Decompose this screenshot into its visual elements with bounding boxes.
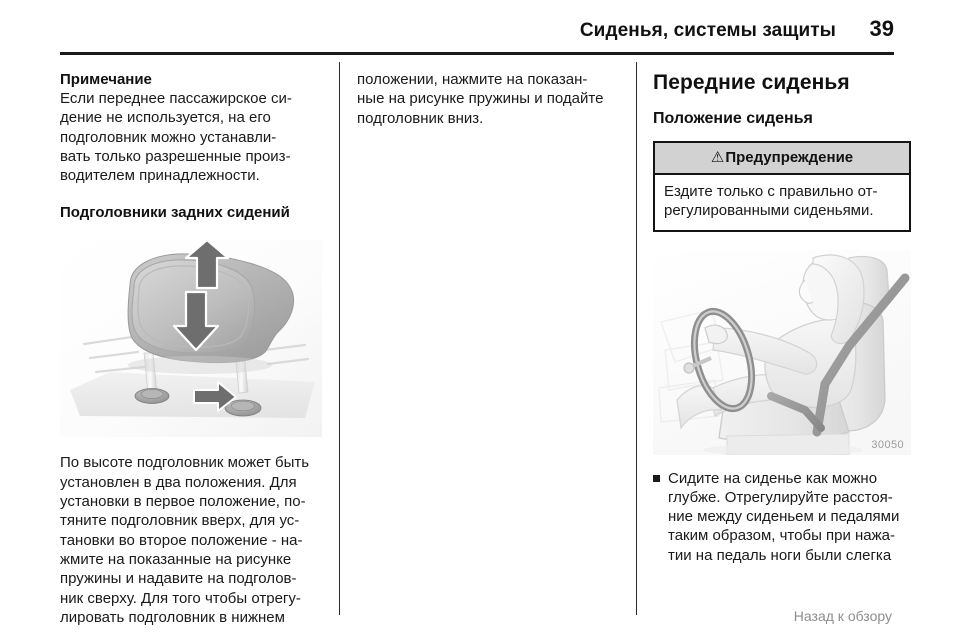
note-paragraph: Если переднее пассажирское си- дение не используется, на его подголовник можно устанавли- вать только разрешенные произ- водителем принадлежности.	[60, 90, 292, 185]
warning-box	[653, 141, 911, 232]
warning-body: Ездите только с правильно от- регулированными сиденьями.	[655, 175, 909, 230]
bullet-item-text: Сидите на сиденье как можно глубже. Отрегулируйте расстоя- ние между сиденьем и педалями таким образом, чтобы при нажа- тии на педаль ноги были слегка	[668, 469, 900, 564]
page-number: 39	[869, 16, 894, 41]
column-3	[653, 70, 915, 565]
rear-headrest-illustration	[60, 240, 322, 437]
header-rule	[60, 52, 894, 55]
warning-header	[655, 143, 909, 175]
driver-position-figure	[653, 250, 911, 455]
back-to-overview-link[interactable]: Назад к обзору	[793, 608, 892, 624]
column-divider-1	[339, 62, 340, 615]
column-2	[357, 70, 619, 128]
seat-position-subtitle: Положение сиденья	[653, 110, 813, 127]
warning-heading-label: Предупреждение	[725, 149, 854, 166]
list-item	[653, 469, 915, 565]
page-title: Сиденья, системы защиты	[579, 20, 836, 41]
page-header	[60, 16, 894, 42]
front-seats-title: Передние сиденья	[653, 71, 850, 94]
warning-triangle-icon: ⚠	[710, 149, 725, 166]
note-heading: Примечание	[60, 71, 152, 88]
figure-caption: 30050	[871, 438, 904, 451]
driver-seating-illustration	[653, 250, 911, 455]
column-1	[60, 70, 322, 627]
headrest-continuation-paragraph: положении, нажмите на показан- ные на рисунке пружины и подайте подголовник вниз.	[357, 71, 604, 127]
rear-headrests-heading: Подголовники задних сидений	[60, 204, 290, 222]
headrest-body-paragraph: По высоте подголовник может быть установлен в два положения. Для установки в первое положение, по- тяните подголовник вверх, для ус- тановки во второе положение - на- жмите на показанные на рисунке пружины и надавите на подголов- ник сверху. Для того чтобы отрегу- лировать подголовник в нижнем	[60, 454, 310, 626]
bullet-square-icon	[653, 475, 660, 482]
column-divider-2	[636, 62, 637, 615]
rear-headrest-figure	[60, 240, 322, 437]
